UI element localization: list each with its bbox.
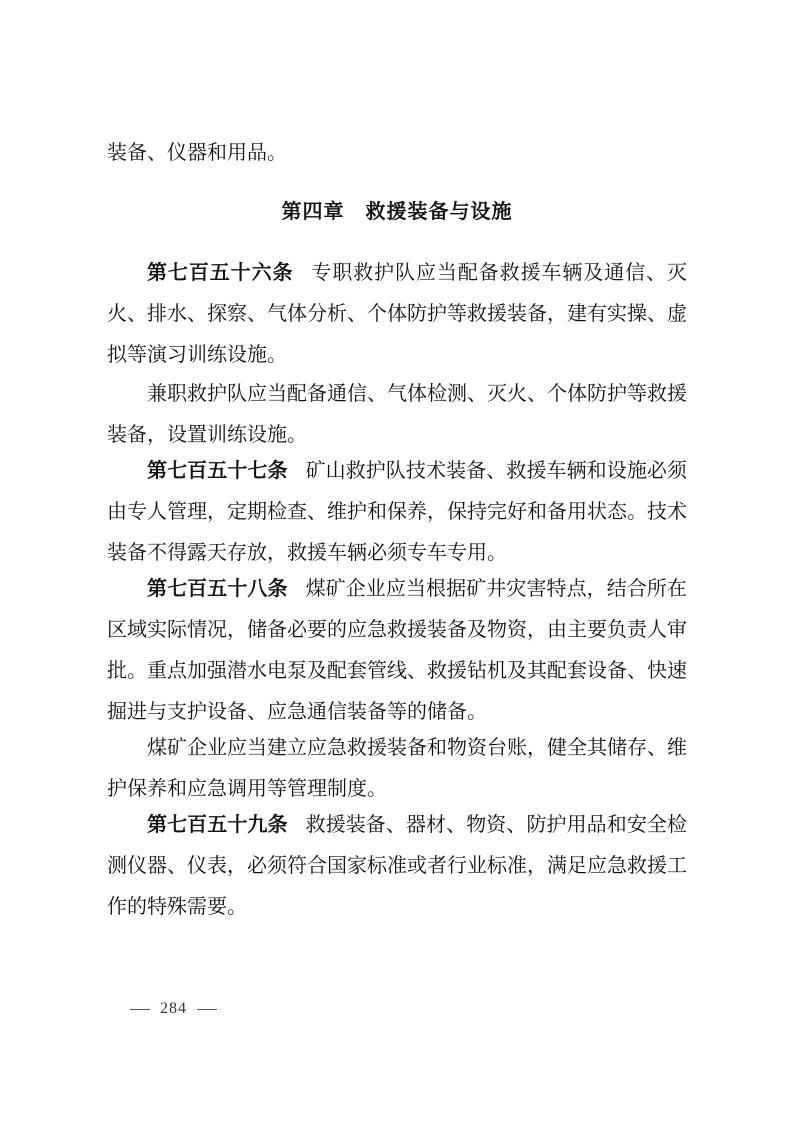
article-paragraph — [107, 804, 687, 927]
article-number: 第七百五十九条 — [147, 812, 288, 836]
article-number: 第七百五十七条 — [147, 458, 288, 482]
article-paragraph — [107, 727, 687, 809]
article-text: 兼职救护队应当配备通信、气体检测、灭火、个体防护等救援装备，设置训练设施。 — [107, 381, 687, 446]
article-text: 煤矿企业应当建立应急救援装备和物资台账，健全其储存、维护保养和应急调用等管理制度。 — [107, 735, 687, 800]
page-footer — [120, 1000, 227, 1018]
article-number: 第七百五十六条 — [147, 260, 294, 284]
article-paragraph — [107, 568, 687, 732]
continued-text-line: 装备、仪器和用品。 — [107, 140, 287, 164]
page-number: 284 — [160, 1000, 187, 1017]
article-text: 煤矿企业应当根据矿井灾害特点，结合所在区域实际情况，储备必要的应急救援装备及物资，由主要负责人审批。重点加强潜水电泵及配套管线、救援钻机及其配套设备、快速掘进与支护设备、应急通信装备等的储备。 — [107, 576, 688, 723]
article-number: 第七百五十八条 — [147, 576, 288, 600]
article-paragraph — [107, 373, 687, 455]
article-text: 专职救护队应当配备救援车辆及通信、灭火、排水、探察、气体分析、个体防护等救援装备，建有实操、虚拟等演习训练设施。 — [107, 260, 688, 366]
article-text: 矿山救护队技术装备、救援车辆和设施必须由专人管理，定期检查、维护和保养，保持完好和备用状态。技术装备不得露天存放，救援车辆必须专车专用。 — [107, 458, 688, 564]
chapter-title: 第四章 救援装备与设施 — [281, 199, 513, 223]
dash-left — [130, 1009, 150, 1010]
article-paragraph — [107, 450, 687, 573]
article-paragraph — [107, 252, 687, 375]
dash-right — [197, 1009, 217, 1010]
article-text: 救援装备、器材、物资、防护用品和安全检测仪器、仪表，必须符合国家标准或者行业标准，满足应急救援工作的特殊需要。 — [107, 812, 688, 918]
